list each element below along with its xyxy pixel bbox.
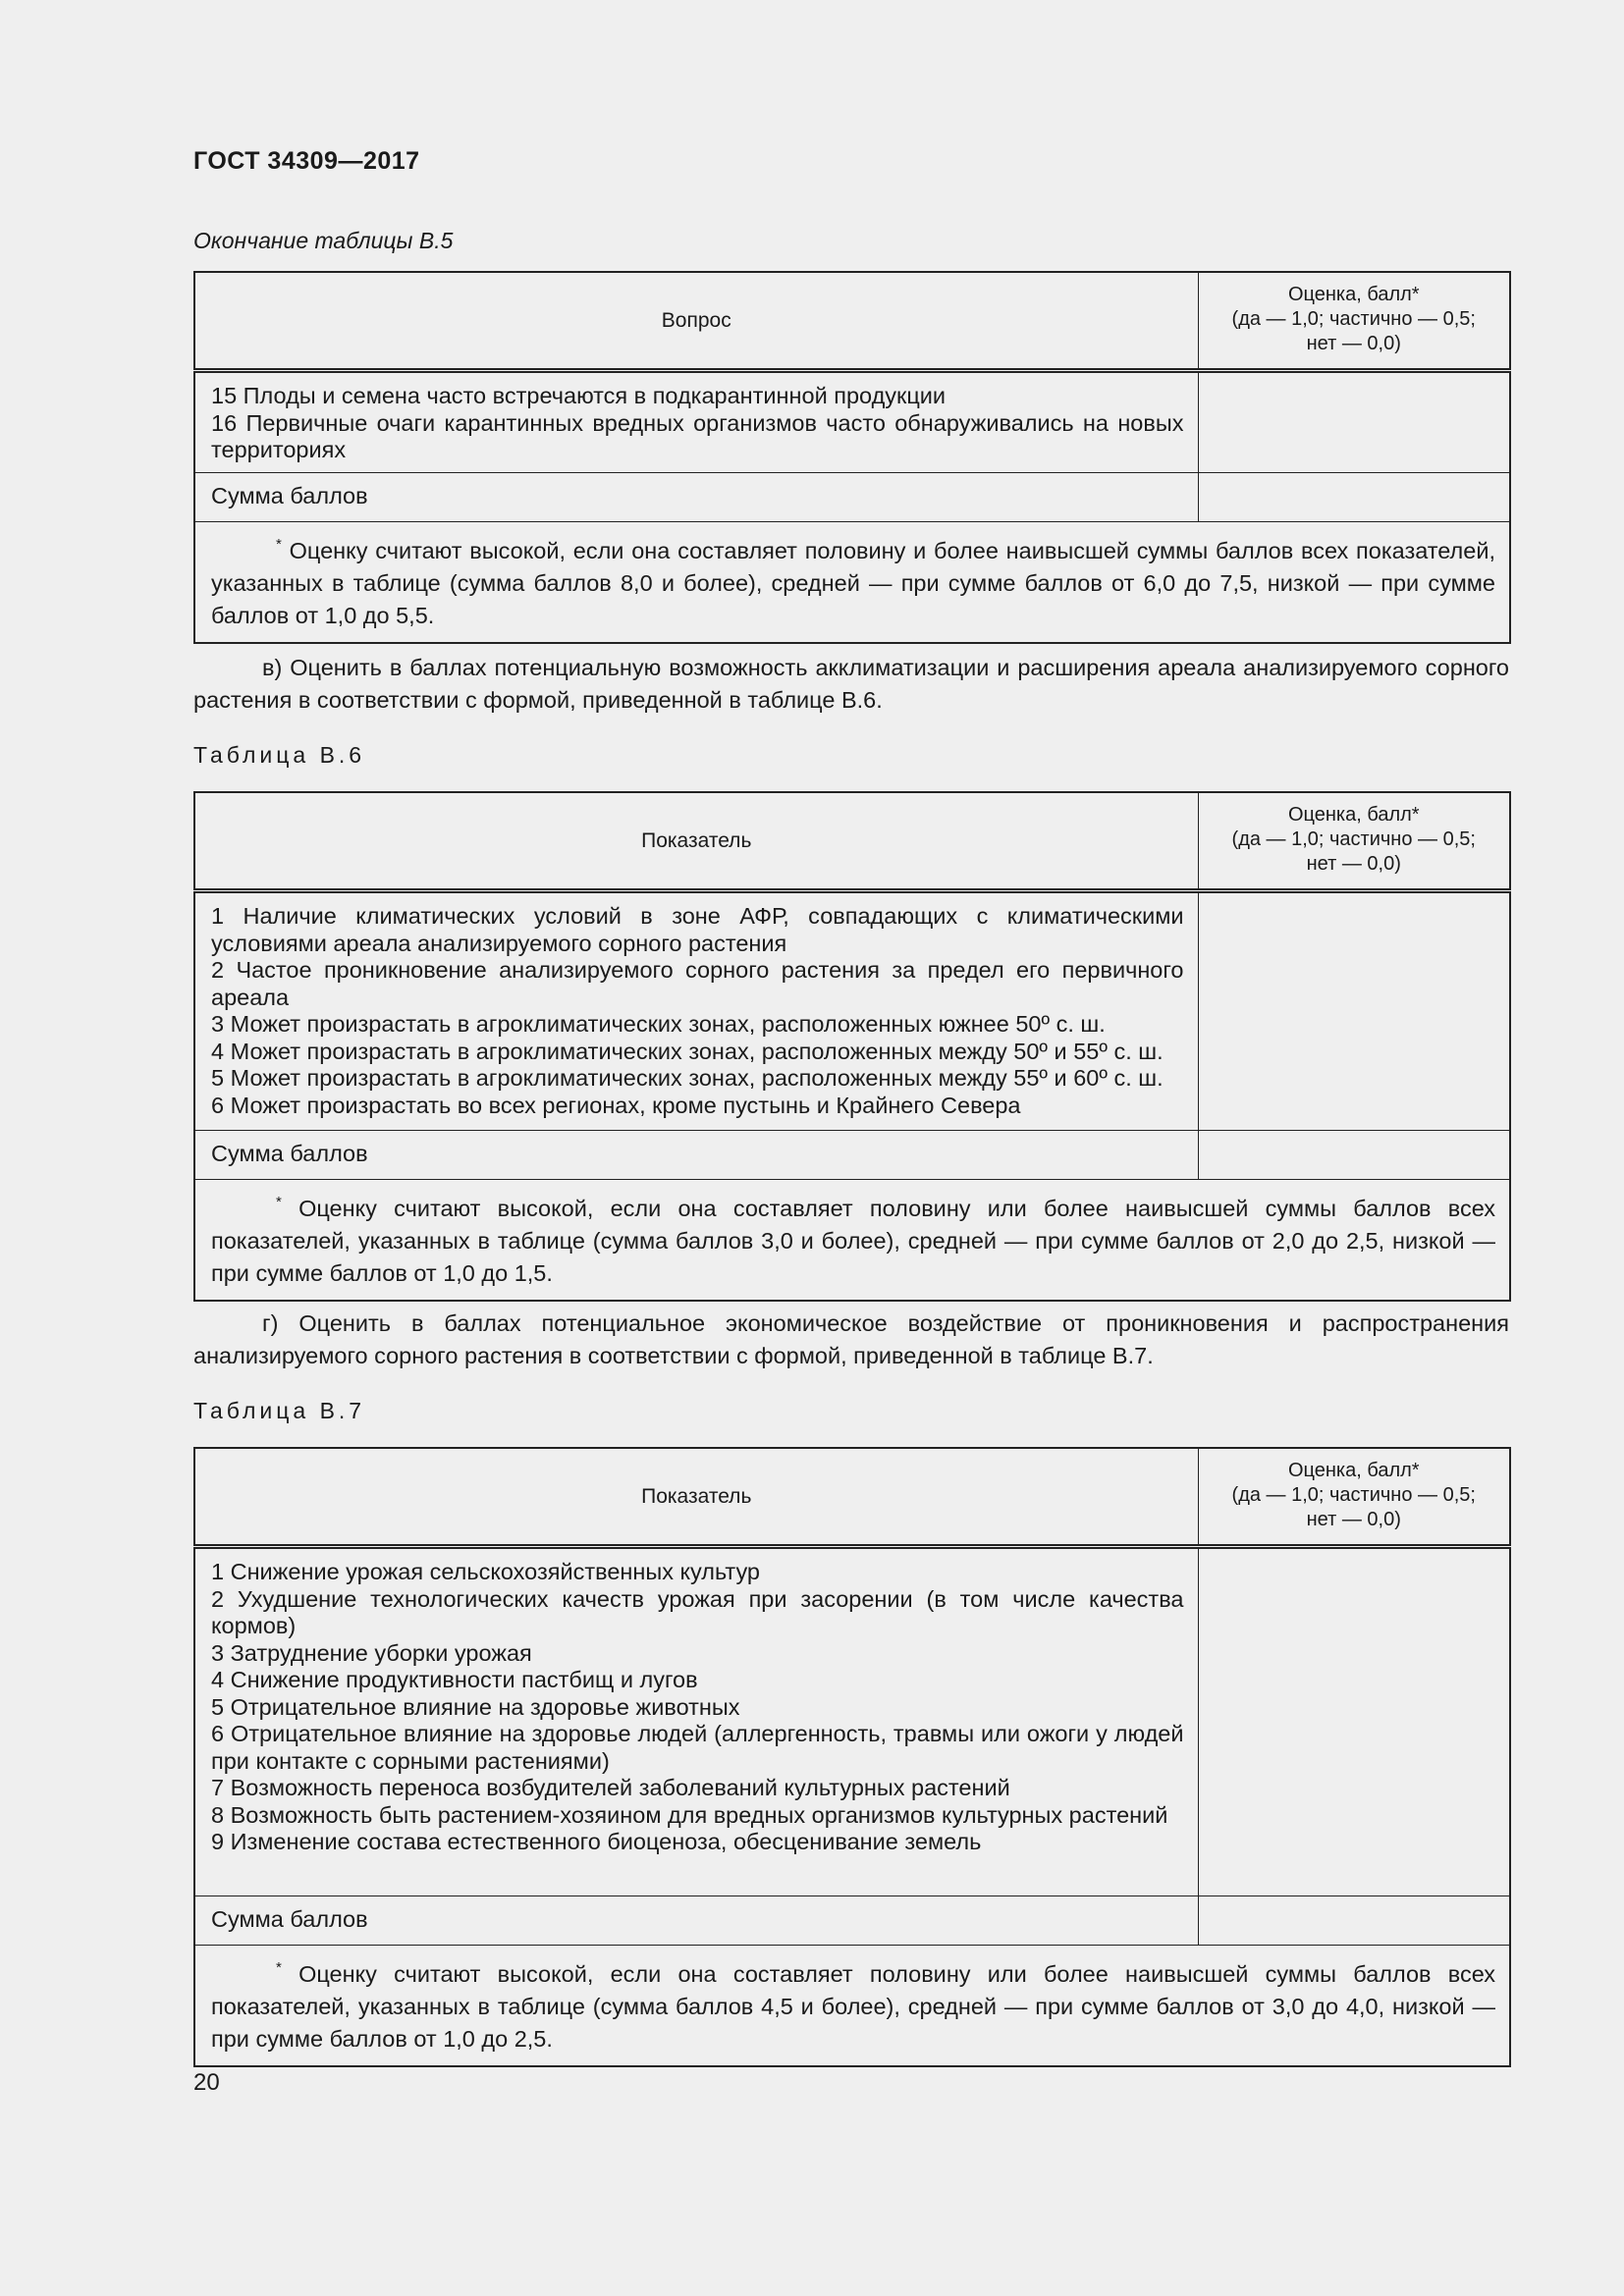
list-item: 4 Может произрастать в агроклиматических зонах, расположенных между 50º и 55º с. ш. [211, 1038, 1164, 1064]
footnote-text: Оценку считают высокой, если она составляет половину или более наивысшей суммы баллов всех показателей, указанных в таблице (сумма баллов 3,0 и более), средней — при сумме баллов от 2,0 до 2,5, низкой — при сумме баллов от 1,0 до 1,5. [211, 1196, 1496, 1286]
table6-col1-header: Показатель [194, 792, 1198, 891]
table7-caption: Таблица В.7 [193, 1398, 366, 1423]
table5 [193, 271, 1511, 644]
sum-label: Сумма баллов [194, 1896, 1198, 1946]
footnote-text: Оценку считают высокой, если она составляет половину или более наивысшей суммы баллов всех показателей, указанных в таблице (сумма баллов 4,5 и более), средней — при сумме баллов от 3,0 до 4,0, низкой — при сумме баллов от 1,0 до 2,5. [211, 1961, 1496, 2052]
table7-col2-header [1198, 1448, 1510, 1547]
page-number: 20 [193, 2069, 220, 2096]
list-item: 4 Снижение продуктивности пастбищ и лугов [211, 1667, 698, 1692]
header-line: (да — 1,0; частично — 0,5; [1231, 1484, 1476, 1506]
list-item: 7 Возможность переноса возбудителей заболеваний культурных растений [211, 1775, 1010, 1800]
table5-caption: Окончание таблицы В.5 [193, 228, 454, 253]
document-header: ГОСТ 34309—2017 [193, 147, 420, 175]
list-item: 8 Возможность быть растением-хозяином для вредных организмов культурных растений [211, 1801, 1168, 1828]
list-item: 5 Отрицательное влияние на здоровье животных [211, 1693, 740, 1720]
footnote-mark: * [276, 1959, 282, 1976]
header-line: Оценка, балл* [1287, 804, 1420, 826]
sum-score-cell [1198, 1131, 1510, 1180]
sum-label: Сумма баллов [194, 473, 1198, 522]
list-item: 5 Может произрастать в агроклиматических зонах, расположенных между 55º и 60º с. ш. [211, 1065, 1164, 1091]
score-cell [1198, 891, 1510, 1131]
table5-col2-header [1198, 272, 1510, 371]
header-line: Оценка, балл* [1287, 1460, 1420, 1481]
header-line: нет — 0,0) [1306, 853, 1401, 875]
list-item: 6 Отрицательное влияние на здоровье людей (аллергенность, травмы или ожоги у людей при контакте с сорными растениями) [211, 1721, 1184, 1774]
sum-score-cell [1198, 473, 1510, 522]
list-item: 15 Плоды и семена часто встречаются в подкарантинной продукции [211, 383, 947, 408]
table7-footnote [194, 1946, 1510, 2067]
table5-col1-header: Вопрос [194, 272, 1198, 371]
list-item: 1 Наличие климатических условий в зоне АФР, совпадающих с климатическими условиями ареала анализируемого сорного растения [211, 903, 1184, 956]
list-item: 16 Первичные очаги карантинных вредных организмов часто обнаруживались на новых территориях [211, 409, 1184, 462]
score-cell [1198, 371, 1510, 473]
table5-items [194, 371, 1198, 473]
header-line: Оценка, балл* [1287, 284, 1420, 305]
table6-footnote [194, 1180, 1510, 1302]
sum-score-cell [1198, 1896, 1510, 1946]
table5-footnote [194, 522, 1510, 644]
list-item: 1 Снижение урожая сельскохозяйственных культур [211, 1559, 760, 1584]
header-line: нет — 0,0) [1306, 1509, 1401, 1530]
list-item: 6 Может произрастать во всех регионах, кроме пустынь и Крайнего Севера [211, 1092, 1021, 1118]
paragraph-g: г) Оценить в баллах потенциальное экономическое воздействие от проникновения и распространения анализируемого сорного растения в соответствии с формой, приведенной в таблице В.7. [193, 1310, 1509, 1368]
paragraph-v: в) Оценить в баллах потенциальную возможность акклиматизации и расширения ареала анализируемого сорного растения в соответствии с формой, приведенной в таблице В.6. [193, 655, 1509, 713]
header-line: (да — 1,0; частично — 0,5; [1231, 828, 1476, 850]
list-item: 9 Изменение состава естественного биоценоза, обесценивание земель [211, 1829, 982, 1854]
table6-col2-header [1198, 792, 1510, 891]
footnote-mark: * [276, 536, 282, 553]
list-item: 3 Затруднение уборки урожая [211, 1639, 532, 1666]
table6-caption: Таблица В.6 [193, 742, 366, 768]
header-line: нет — 0,0) [1306, 333, 1401, 354]
list-item: 2 Ухудшение технологических качеств урожая при засорении (в том числе качества кормов) [211, 1585, 1184, 1638]
score-cell [1198, 1547, 1510, 1896]
table7-items [194, 1547, 1198, 1896]
header-line: (да — 1,0; частично — 0,5; [1231, 308, 1476, 330]
table6-items [194, 891, 1198, 1131]
table7 [193, 1447, 1511, 2067]
table7-col1-header: Показатель [194, 1448, 1198, 1547]
list-item: 3 Может произрастать в агроклиматических зонах, расположенных южнее 50º с. ш. [211, 1011, 1106, 1037]
sum-label: Сумма баллов [194, 1131, 1198, 1180]
list-item: 2 Частое проникновение анализируемого сорного растения за предел его первичного ареала [211, 957, 1184, 1010]
footnote-text: Оценку считают высокой, если она составляет половину и более наивысшей суммы баллов всех показателей, указанных в таблице (сумма баллов 8,0 и более), средней — при сумме баллов от 6,0 до 7,5, низкой — при сумме баллов от 1,0 до 5,5. [211, 538, 1495, 628]
table6 [193, 791, 1511, 1302]
footnote-mark: * [276, 1194, 282, 1210]
